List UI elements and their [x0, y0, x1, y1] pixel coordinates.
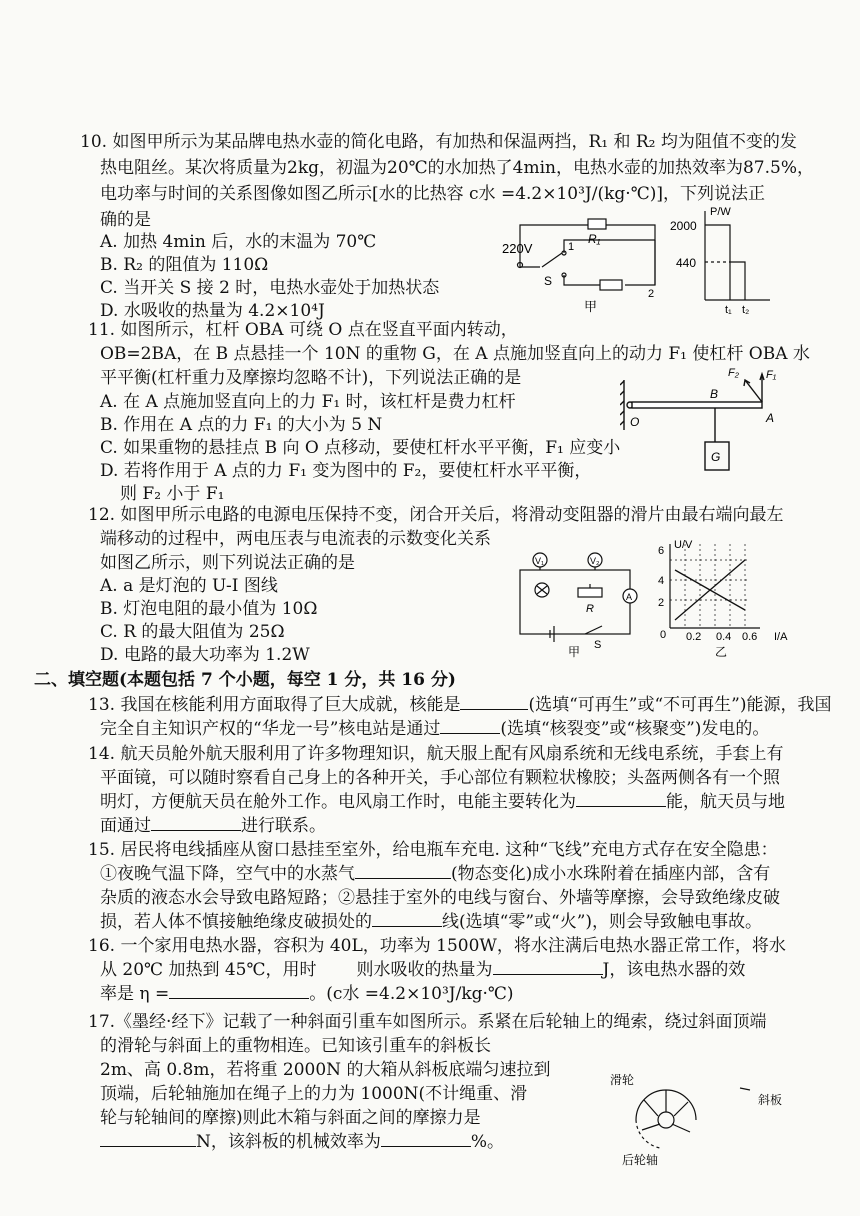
- q14-text-c: 面通过: [100, 816, 151, 836]
- q12-r-label: R: [586, 603, 594, 615]
- q12-ytick-4: 4: [658, 575, 665, 587]
- q12-ytick-6: 6: [658, 545, 665, 557]
- q16-text-a: 从 20℃ 加热到 45℃，用时: [100, 960, 317, 980]
- q10-switch-label: S: [544, 274, 553, 288]
- q12-option-d: D. 电路的最大功率为 1.2W: [100, 645, 310, 665]
- q10-t2: t₂: [742, 304, 750, 316]
- q17-line5: 轮与轮轴间的摩擦)则此木箱与斜面之间的摩擦力是: [100, 1108, 481, 1128]
- q10-option-a: A. 加热 4min 后，水的末温为 70℃: [100, 232, 377, 252]
- q11-figure: [620, 360, 820, 495]
- q13-blank-1[interactable]: [460, 693, 528, 710]
- q16-text-e: 。(c水 =4.2×10³J/kg·℃): [309, 984, 514, 1004]
- q14-line4: [100, 814, 326, 838]
- q15-blank-2[interactable]: [372, 910, 442, 927]
- q16-line3: [100, 982, 514, 1006]
- q12-xtick-02: 0.2: [686, 631, 702, 643]
- q12-xtick-06: 0.6: [742, 631, 758, 643]
- q12-label-jia: 甲: [568, 645, 581, 659]
- q10-r1-label: R₁: [588, 232, 601, 246]
- q17-line1: 17.《墨经·经下》记载了一种斜面引重车如图所示。系紧在后轮轴上的绳索，绕过斜面顶端: [88, 1012, 767, 1032]
- q13-text-b: (选填“可再生”或“不可再生”)能源，我国: [528, 695, 832, 715]
- q11-lever: [620, 374, 764, 470]
- q15-text-a: ①夜晚气温下降，空气中的水蒸气: [100, 864, 355, 884]
- q12-line3: 如图乙所示，则下列说法正确的是: [100, 553, 355, 573]
- q17-text-a: N，该斜板的机械效率为: [196, 1132, 381, 1152]
- q11-weight-g: G: [711, 450, 721, 464]
- q11-line1: 11. 如图所示，杠杆 OBA 可绕 O 点在竖直平面内转动，: [88, 320, 518, 340]
- q10-option-c: C. 当开关 S 接 2 时，电热水壶处于加热状态: [100, 278, 440, 298]
- q16-text-b: 则水吸收的热量为: [356, 960, 493, 980]
- q13-text-c: 完全自主知识产权的“华龙一号”核电站是通过: [100, 719, 441, 739]
- q10-line2: 热电阻丝。某次将质量为2kg，初温为20℃的水加热了4min，电热水壶的加热效率为87.5%，: [100, 158, 814, 178]
- q12-label-yi: 乙: [715, 645, 728, 659]
- q12-graph: [670, 544, 760, 628]
- q11-line3: 平平衡(杠杆重力及摩擦均忽略不计)，下列说法正确的是: [100, 368, 522, 388]
- q12-option-a: A. a 是灯泡的 U-I 图线: [100, 576, 278, 596]
- q12-switch: S: [594, 639, 602, 651]
- q14-line2: 平面镜，可以随时察看自己身上的各种开关，手心部位有颗粒状橡胶；头盔两侧各有一个照: [100, 768, 780, 788]
- q12-option-b: B. 灯泡电阻的最小值为 10Ω: [100, 599, 318, 619]
- q15-line4: [100, 910, 762, 934]
- q12-u-axis: U/V: [674, 540, 693, 551]
- q13-line1: [88, 693, 831, 717]
- q10-contact-2: 2: [648, 288, 655, 300]
- q15-text-d: 线(选填“零”或“火”)，则会导致触电事故。: [442, 912, 763, 932]
- q12-v2: V₂: [590, 556, 600, 566]
- q10-p-high: 2000: [670, 219, 697, 233]
- q10-option-d: D. 水吸收的热量为 4.2×10⁴J: [100, 301, 325, 321]
- q16-blank-1[interactable]: [493, 958, 603, 975]
- q10-line4: 确的是: [100, 210, 151, 230]
- q17-figure: [590, 1060, 810, 1175]
- q17-text-b: %。: [470, 1132, 505, 1152]
- q14-line1: 14. 航天员舱外航天服利用了许多物理知识，航天服上配有风扇系统和无线电系统，手套上有: [88, 744, 784, 764]
- q10-line3: 电功率与时间的关系图像如图乙所示[水的比热容 c水 =4.2×10³J/(kg·℃)]，下列说法正: [100, 184, 765, 204]
- q11-force-f2: F₂: [728, 367, 739, 379]
- q13-line2: [100, 717, 769, 741]
- q11-option-b: B. 作用在 A 点的力 F₁ 的大小为 5 N: [100, 415, 383, 435]
- q16-smudge: [317, 959, 357, 975]
- section-2-heading: 二、填空题(本题包括 7 个小题，每空 1 分，共 16 分): [34, 670, 456, 690]
- q16-line1: 16. 一个家用电热水器，容积为 40L，功率为 1500W，将水注满后电热水器正常工作，将水: [88, 936, 786, 956]
- q11-option-d-cont: 则 F₂ 小于 F₁: [120, 484, 225, 504]
- q17-blank-1[interactable]: [100, 1130, 196, 1147]
- q14-blank-1[interactable]: [576, 790, 666, 807]
- q12-circuit: [520, 553, 637, 642]
- q13-blank-2[interactable]: [440, 717, 500, 734]
- q12-i-axis: I/A: [774, 631, 788, 643]
- q15-text-b: (物态变化)成小水珠附着在插座内部，含有: [451, 864, 771, 884]
- q10-circuit: [518, 219, 656, 290]
- q16-text-d: 率是 η =: [100, 984, 170, 1004]
- q10-p-low: 440: [676, 256, 697, 270]
- q17-line3: 2m、高 0.8m，若将重 2000N 的大箱从斜板底端匀速拉到: [100, 1060, 551, 1080]
- q11-point-o: O: [630, 415, 640, 429]
- q15-line3: 杂质的液态水会导致电路短路；②悬挂于室外的电线与窗台、外墙等摩擦，会导致绝缘皮破: [100, 888, 780, 908]
- q17-line2: 的滑轮与斜面上的重物相连。已知该引重车的斜板长: [100, 1036, 491, 1056]
- q11-point-a: A: [766, 411, 775, 425]
- q17-line4: 顶端，后轮轴施加在绳子上的力为 1000N(不计绳重、滑: [100, 1084, 528, 1104]
- q16-line2: [100, 958, 745, 982]
- q12-line2: 端移动的过程中，两电压表与电流表的示数变化关系: [100, 529, 491, 549]
- q10-p-axis-label: P/W: [710, 206, 731, 218]
- q11-option-a: A. 在 A 点施加竖直向上的力 F₁ 时，该杠杆是费力杠杆: [100, 392, 516, 412]
- q14-text-a: 明灯，方便航天员在舱外工作。电风扇工作时，电能主要转化为: [100, 792, 576, 812]
- q11-point-b: B: [710, 387, 719, 401]
- q10-option-b: B. R₂ 的阻值为 110Ω: [100, 255, 269, 275]
- q14-line3: [100, 790, 785, 814]
- q12-v1: V₁: [535, 556, 545, 566]
- q10-t1: t₁: [725, 304, 732, 316]
- q11-force-f1: F₁: [766, 369, 777, 381]
- q17-plank-label: 斜板: [758, 1093, 783, 1107]
- q12-option-c: C. R 的最大阻值为 25Ω: [100, 622, 285, 642]
- q15-line2: [100, 862, 770, 886]
- q15-line1: 15. 居民将电线插座从窗口悬挂至室外，给电瓶车充电. 这种“飞线”充电方式存在安全隐患：: [88, 840, 778, 860]
- q17-cart: [636, 1088, 750, 1148]
- q10-line1: 10. 如图甲所示为某品牌电热水壶的简化电路，有加热和保温两挡，R₁ 和 R₂ 均为阻值不变的发: [80, 132, 797, 152]
- q17-pulley-label: 滑轮: [610, 1073, 635, 1087]
- q12-line1: 12. 如图甲所示电路的电源电压保持不变，闭合开关后，将滑动变阻器的滑片由最右端向最左: [88, 505, 784, 525]
- q15-blank-1[interactable]: [355, 862, 451, 879]
- q12-figure: [510, 540, 810, 665]
- q10-power-graph: [705, 211, 770, 300]
- q13-text-a: 13. 我国在核能利用方面取得了巨大成就，核能是: [88, 695, 461, 715]
- q10-voltage-label: 220V: [502, 241, 533, 256]
- q11-line2: OB=2BA，在 B 点悬挂一个 10N 的重物 G，在 A 点施加竖直向上的动力 F₁ 使杠杆 OBA 水: [100, 344, 810, 364]
- q13-text-d: (选填“核裂变”或“核聚变”)发电的。: [500, 719, 770, 739]
- q12-ammeter: A: [626, 592, 633, 602]
- q10-label-jia: 甲: [584, 299, 598, 314]
- q14-blank-2[interactable]: [151, 814, 241, 831]
- q11-option-c: C. 如果重物的悬挂点 B 向 O 点移动，要使杠杆水平平衡，F₁ 应变小: [100, 438, 621, 458]
- q14-text-d: 进行联系。: [241, 816, 326, 836]
- q17-blank-2[interactable]: [381, 1130, 471, 1147]
- q12-ytick-2: 2: [658, 597, 665, 609]
- q16-blank-2[interactable]: [169, 982, 309, 999]
- q12-ytick-0: 0: [660, 629, 667, 641]
- q11-option-d: D. 若将作用于 A 点的力 F₁ 变为图中的 F₂，要使杠杆水平平衡，: [100, 461, 592, 481]
- q12-xtick-04: 0.4: [716, 631, 732, 643]
- q16-text-c: J，该电热水器的效: [602, 960, 746, 980]
- q15-text-c: 损，若人体不慎接触绝缘皮破损处的: [100, 912, 372, 932]
- q10-contact-1: 1: [568, 241, 575, 253]
- q17-line6: [100, 1130, 504, 1154]
- q17-axle-label: 后轮轴: [622, 1153, 659, 1167]
- q14-text-b: 能，航天员与地: [666, 792, 785, 812]
- q10-figure: [500, 205, 800, 330]
